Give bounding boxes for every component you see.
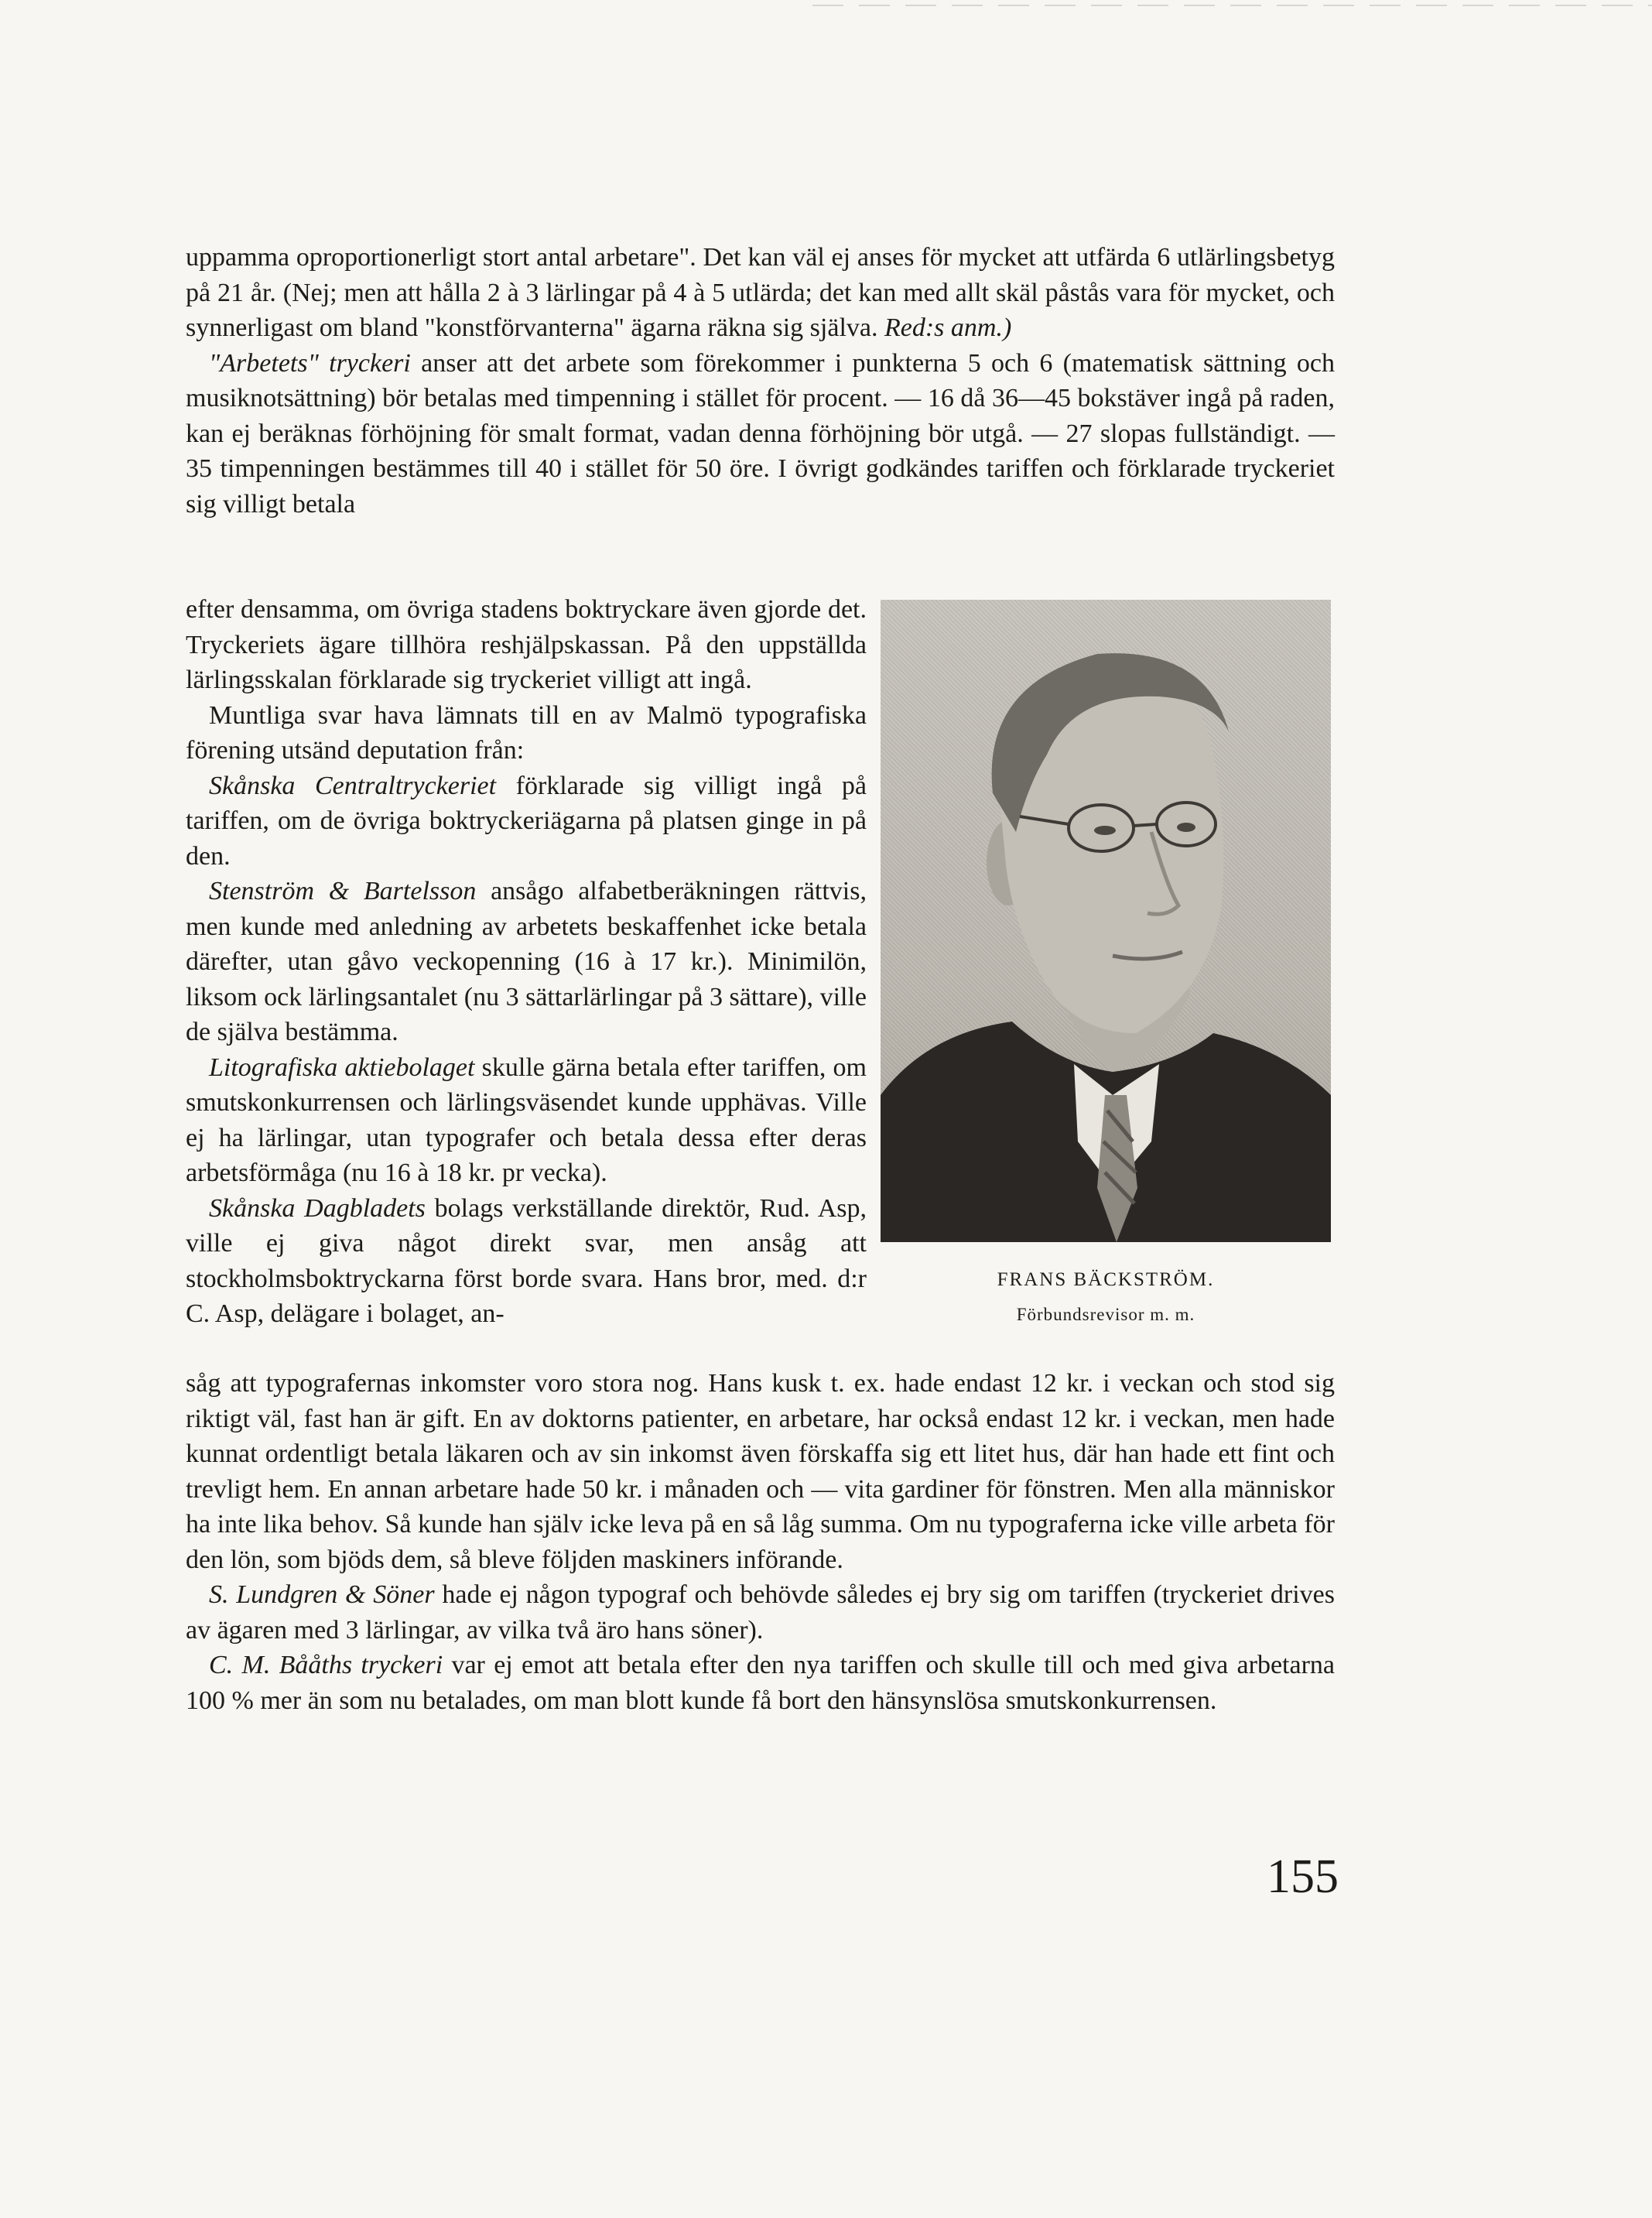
- paragraph-opening: uppamma oproportionerligt stort antal arbetare". Det kan väl ej anses för mycket att utfärda 6 utlärlingsbetyg på 21 år. (Nej; men att hålla 2 à 3 lärlingar på 4 à 5 utlärda; det kan med allt skäl påstås vara för mycket, och synnerligast om bland "konstförvanterna" ägarna räkna sig själva. Red:s anm.): [186, 243, 1335, 342]
- paragraph-litografiska: Litografiska aktiebolaget skulle gärna betala efter tariffen, om smutskonkurrensen och lärlingsväsendet kunde upphävas. Ville ej ha lärlingar, utan typografer och betala dessa efter deras arbetsförmåga (nu 16 à 18 kr. pr vecka).: [186, 1053, 867, 1187]
- portrait-photo: [881, 600, 1331, 1242]
- paragraph-lundgren: S. Lundgren & Söner hade ej någon typograf och behövde således ej bry sig om tariffen (tryckeriet drives av ägaren med 3 lärlingar, av vilka två äro hans söner).: [186, 1580, 1335, 1645]
- photo-caption-name: FRANS BÄCKSTRÖM.: [997, 1269, 1215, 1290]
- page-number: 155: [1267, 1850, 1339, 1903]
- paragraph-skanska-central: Skånska Centraltryckeriet förklarade sig villigt ingå på tariffen, om de övriga boktryckeriägarna på platsen ginge in på den.: [186, 771, 867, 871]
- photo-caption-role: Förbundsrevisor m. m.: [1016, 1305, 1195, 1324]
- paragraph-arbetets-continued: efter densamma, om övriga stadens boktryckare även gjorde det. Tryckeriets ägare tillhöra reshjälpskassan. På den uppställda lärlingsskalan förklarade sig tryckeriet villigt att ingå.: [186, 595, 867, 694]
- paragraph-arbetets: "Arbetets" tryckeri anser att det arbete som förekommer i punkterna 5 och 6 (matematisk sättning och musiknotsättning) bör betalas med timpenning i stället för procent. — 16 då 36—45 bokstäver ingå på raden, kan ej beräknas förhöjning för smalt format, vadan denna förhöjning bör utgå. — 27 slopas fullständigt. — 35 timpenningen bestämmes till 40 i stället för 50 öre. I övrigt godkändes tariffen och förklarade tryckeriet sig villigt betala: [186, 348, 1335, 519]
- paragraph-stenstrom: Stenström & Bartelsson ansågo alfabetberäkningen rättvis, men kunde med anledning av arbetets beskaffenhet icke betala därefter, utan gåvo veckopenning (16 à 17 kr.). Minimilön, liksom ock lärlingsantalet (nu 3 sättarlärlingar på 3 sättare), ville de själva bestämma.: [186, 877, 867, 1046]
- page-edge-line: [812, 5, 1652, 6]
- text-block-top: [186, 240, 1335, 522]
- paragraph-asp-continued: såg att typografernas inkomster voro stora nog. Hans kusk t. ex. hade endast 12 kr. i veckan och stod sig riktigt väl, fast han är gift. En av doktorns patienter, en arbetare, har också endast 12 kr. i veckan, men hade kunnat ordentligt betala läkaren och av sin inkomst även förskaffa sig ett litet hus, där han hade ett fint och trevligt hem. En annan arbetare hade 50 kr. i månaden och — vita gardiner för fönstren. Men alla människor ha inte lika behov. Så kunde han själv icke leva på en så låg summa. Om nu typograferna icke ville arbeta för den lön, som bjöds dem, så bleve följden maskiners införande.: [186, 1369, 1335, 1574]
- paragraph-baath: C. M. Bååths tryckeri var ej emot att betala efter den nya tariffen och skulle till och med giva arbetarna 100 % mer än som nu betalades, om man blott kunde få bort den hänsynslösa smutskonkurrensen.: [186, 1651, 1335, 1715]
- text-block-bottom: [186, 1366, 1335, 1718]
- paragraph-dagbladet: Skånska Dagbladets bolags verkställande direktör, Rud. Asp, ville ej giva något direkt svar, men ansåg att stockholmsboktryckarna först borde svara. Hans bror, med. d:r C. Asp, delägare i bolaget, an-: [186, 1193, 867, 1328]
- text-block-wrapped: [186, 592, 867, 1332]
- paragraph-lead: "Arbetets" tryckeri: [209, 348, 411, 378]
- paragraph-muntliga: Muntliga svar hava lämnats till en av Malmö typografiska förening utsänd deputation från:: [186, 700, 867, 765]
- portrait-illustration: [881, 600, 1331, 1242]
